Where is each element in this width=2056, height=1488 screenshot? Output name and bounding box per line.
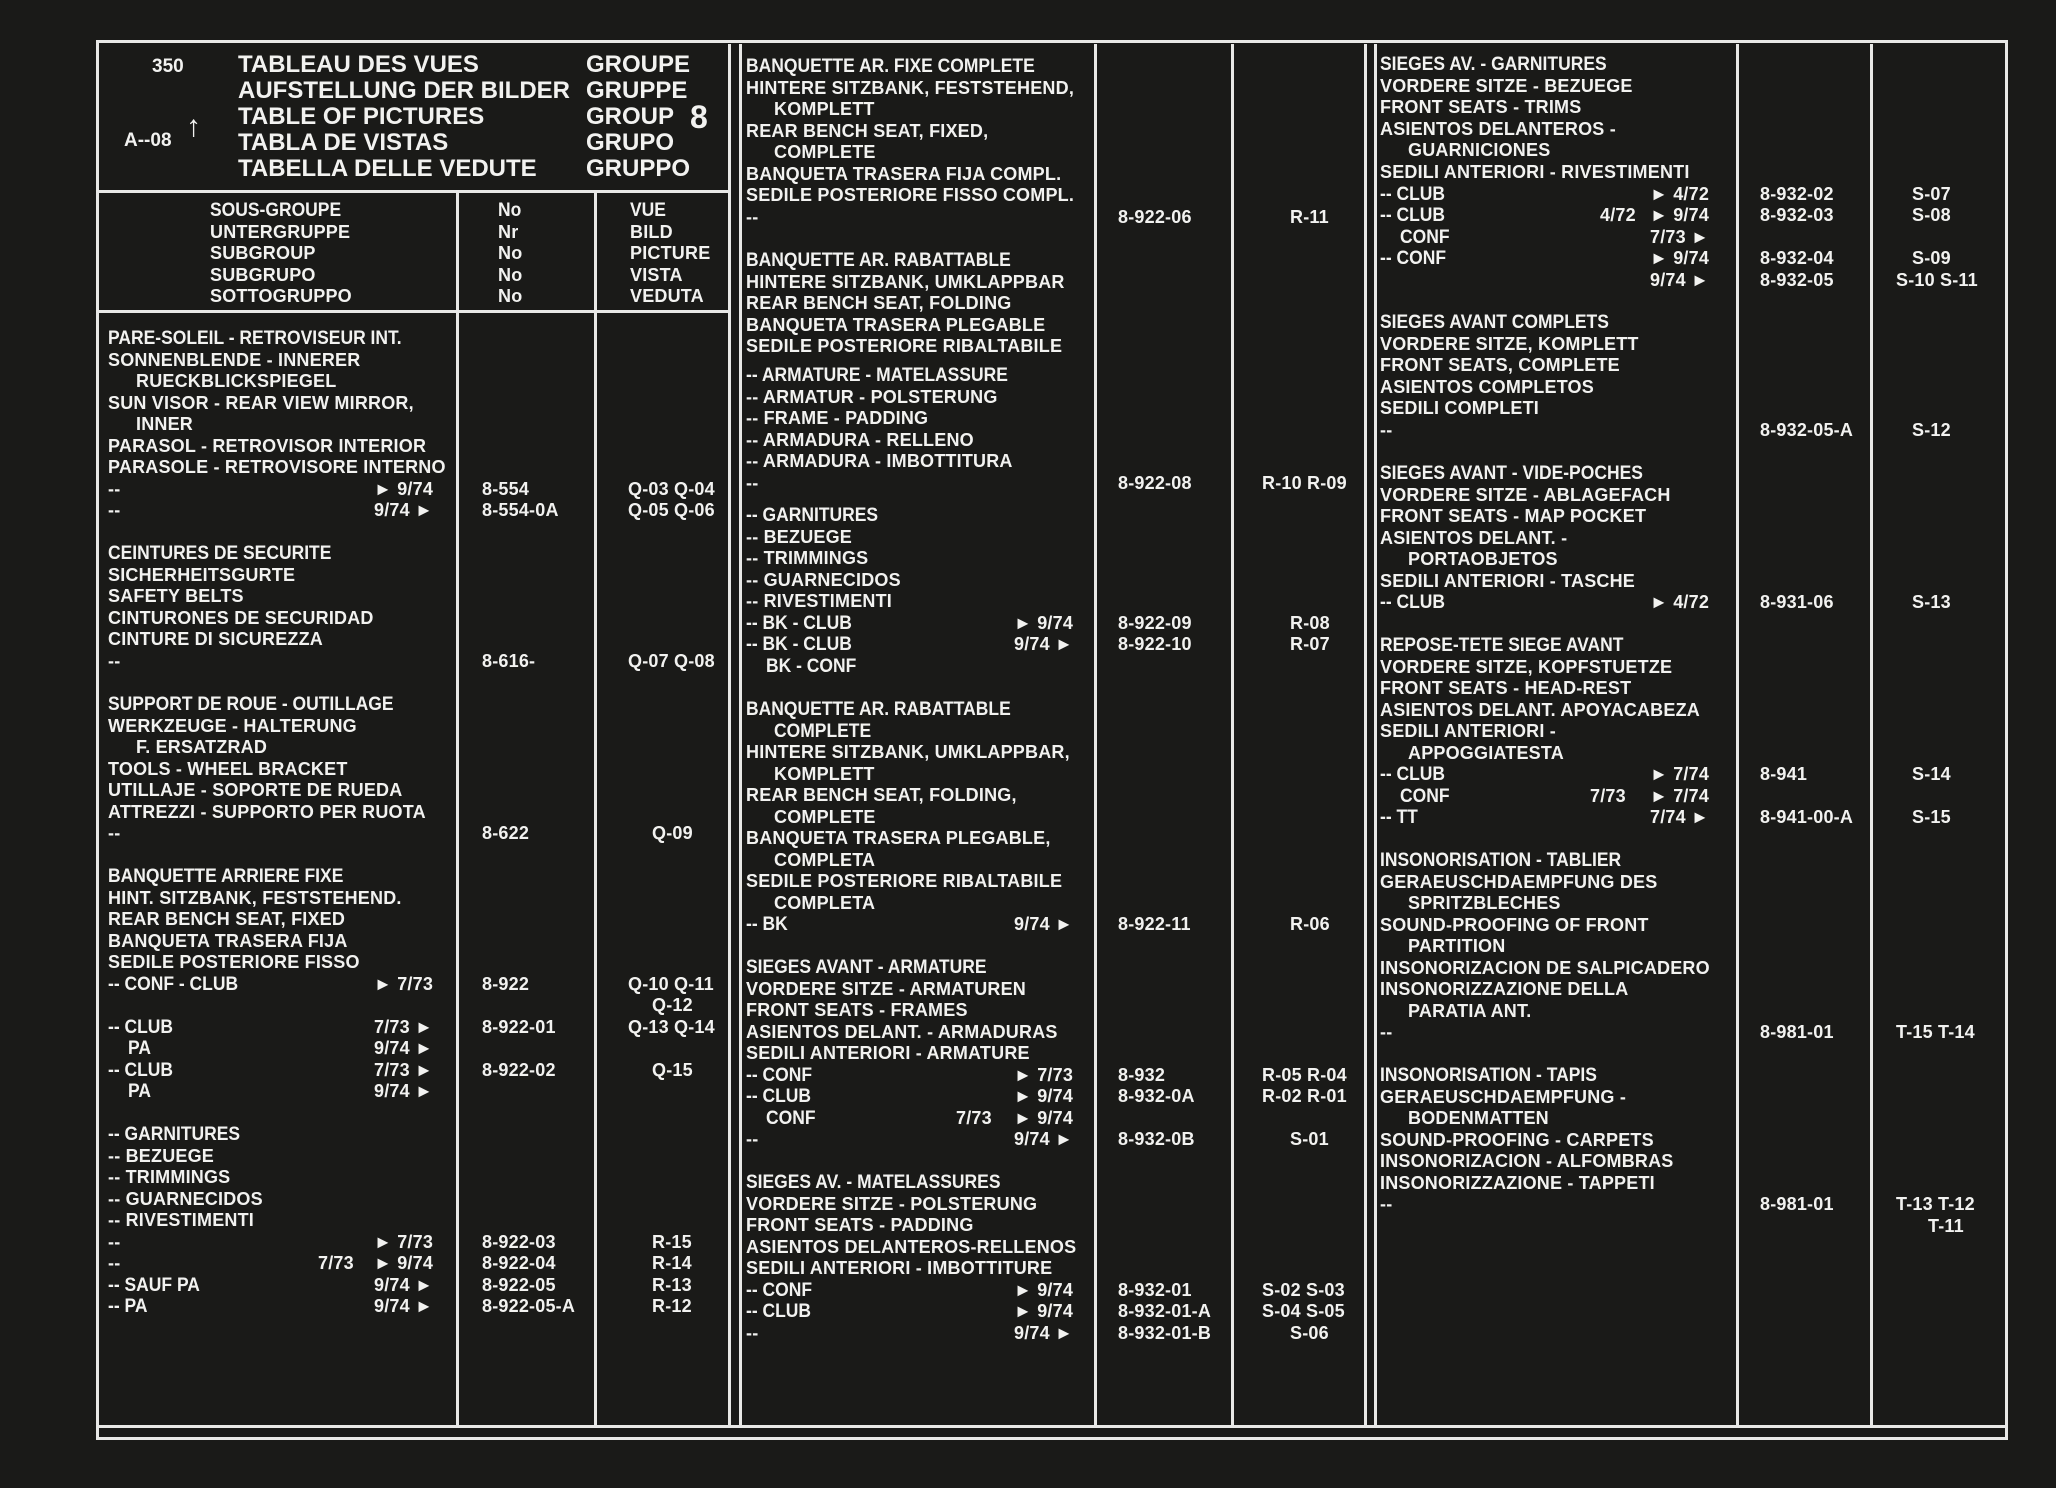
section-heading: -- CLUB	[1380, 592, 1446, 613]
table-cell: R-15	[652, 1232, 692, 1252]
section-heading: -- CONF	[746, 1280, 813, 1301]
table-cell: -- BEZUEGE	[746, 527, 853, 547]
table-cell: -- GUARNECIDOS	[108, 1189, 263, 1209]
table-cell: S-09	[1912, 248, 1951, 268]
vue-label-en: PICTURE	[630, 243, 711, 263]
table-cell: S-01	[1290, 1129, 1329, 1149]
section-heading: SIEGES AVANT COMPLETS	[1380, 312, 1609, 333]
table-cell: 8-554-0A	[482, 500, 559, 520]
table-cell: 9/74 ►	[374, 1081, 434, 1101]
table-cell: -- ARMADURA - RELLENO	[746, 430, 974, 450]
no-label-de: Nr	[498, 222, 519, 242]
table-cell: Q-05 Q-06	[628, 500, 715, 520]
table-cell: REAR BENCH SEAT, FOLDING	[746, 293, 1012, 313]
table-cell: S-10 S-11	[1896, 270, 1978, 290]
subgroup-label-en: SUBGROUP	[210, 243, 316, 263]
section-heading: BANQUETTE ARRIERE FIXE	[108, 866, 344, 887]
table-cell: 4/72	[1600, 205, 1636, 225]
table-cell: 9/74 ►	[374, 1296, 434, 1316]
table-cell: -- ARMATUR - POLSTERUNG	[746, 387, 998, 407]
table-cell: R-07	[1290, 634, 1330, 654]
section-heading: -- CLUB	[1380, 184, 1446, 205]
table-cell: 7/73	[956, 1108, 992, 1128]
table-cell: 8-932-0A	[1118, 1086, 1195, 1106]
table-cell: F. ERSATZRAD	[136, 737, 268, 757]
table-cell: 9/74 ►	[1014, 634, 1074, 654]
table-cell: ► 9/74	[1650, 248, 1710, 268]
table-cell: ► 7/73	[1014, 1065, 1074, 1085]
table-cell: 8-922-08	[1118, 473, 1192, 493]
table-cell: 9/74 ►	[374, 500, 434, 520]
table-cell: --	[108, 1232, 121, 1252]
table-cell: INSONORIZZAZIONE DELLA	[1380, 979, 1629, 999]
table-cell: VORDERE SITZE - ARMATUREN	[746, 979, 1027, 999]
table-cell: ► 7/74	[1650, 764, 1710, 784]
table-cell: R-12	[652, 1296, 692, 1316]
table-cell: Q-15	[652, 1060, 693, 1080]
col-rule	[728, 44, 731, 1425]
table-cell: 8-932-05-A	[1760, 420, 1854, 440]
row-rule	[99, 310, 729, 313]
table-cell: 8-932-03	[1760, 205, 1834, 225]
table-cell: COMPLETA	[774, 893, 876, 913]
table-cell: KOMPLETT	[774, 99, 875, 119]
table-cell: 8-922-05	[482, 1275, 556, 1295]
table-cell: 8-922-11	[1118, 914, 1191, 934]
section-heading: INSONORISATION - TAPIS	[1380, 1065, 1597, 1086]
table-cell: KOMPLETT	[774, 764, 875, 784]
table-cell: --	[108, 651, 121, 671]
row-rule	[99, 190, 729, 193]
table-cell: -- TRIMMINGS	[746, 548, 869, 568]
table-cell: HINTERE SITZBANK, UMKLAPPBAR	[746, 272, 1065, 292]
table-cell: --	[746, 473, 759, 493]
table-cell: Q-10 Q-11	[628, 974, 714, 994]
section-heading: CONF	[1400, 227, 1450, 248]
subgroup-label-es: SUBGRUPO	[210, 265, 316, 285]
col-rule	[1364, 44, 1367, 1425]
page-frame	[96, 40, 2008, 1440]
table-cell: --	[746, 207, 759, 227]
vue-label-de: BILD	[630, 222, 673, 242]
subgroup-label-de: UNTERGRUPPE	[210, 222, 351, 242]
table-cell: SEDILE POSTERIORE RIBALTABILE	[746, 871, 1063, 891]
table-cell: R-05 R-04	[1262, 1065, 1347, 1085]
table-cell: INSONORIZACION - ALFOMBRAS	[1380, 1151, 1674, 1171]
section-heading: -- CLUB	[1380, 205, 1446, 226]
table-cell: UTILLAJE - SOPORTE DE RUEDA	[108, 780, 403, 800]
table-cell: SICHERHEITSGURTE	[108, 565, 296, 585]
section-heading: SIEGES AVANT - ARMATURE	[746, 957, 987, 978]
section-heading: -- CONF	[1380, 248, 1447, 269]
table-cell: 9/74 ►	[1014, 1323, 1074, 1343]
table-cell: 9/74 ►	[1014, 914, 1074, 934]
table-cell: 7/73 ►	[374, 1060, 434, 1080]
table-cell: PARATIA ANT.	[1408, 1001, 1532, 1021]
table-cell: SEDILE POSTERIORE FISSO COMPL.	[746, 185, 1075, 205]
table-cell: 8-932-05	[1760, 270, 1834, 290]
col-rule	[1870, 44, 1873, 1425]
table-cell: --	[746, 1323, 759, 1343]
table-cell: Q-12	[652, 995, 693, 1015]
section-heading: SUPPORT DE ROUE - OUTILLAGE	[108, 694, 394, 715]
table-cell: Q-13 Q-14	[628, 1017, 715, 1037]
table-cell: 8-922-06	[1118, 207, 1192, 227]
table-cell: 8-932-01-B	[1118, 1323, 1212, 1343]
table-cell: -- RIVESTIMENTI	[746, 591, 892, 611]
table-cell: R-08	[1290, 613, 1330, 633]
table-cell: R-06	[1290, 914, 1330, 934]
table-cell: 8-941	[1760, 764, 1808, 784]
section-heading: -- TT	[1380, 807, 1418, 828]
col-rule	[456, 190, 459, 1425]
table-cell: REAR BENCH SEAT, FIXED,	[746, 121, 989, 141]
table-cell: S-06	[1290, 1323, 1329, 1343]
table-cell: FRONT SEATS, COMPLETE	[1380, 355, 1620, 375]
table-cell: S-04 S-05	[1262, 1301, 1345, 1321]
table-cell: FRONT SEATS - PADDING	[746, 1215, 974, 1235]
table-cell: --	[108, 479, 121, 499]
table-cell: -- BEZUEGE	[108, 1146, 215, 1166]
section-heading: CEINTURES DE SECURITE	[108, 543, 332, 564]
table-cell: 8-922	[482, 974, 530, 994]
section-heading: SIEGES AV. - GARNITURES	[1380, 54, 1607, 75]
table-cell: ► 7/73	[374, 1232, 434, 1252]
table-cell: CINTURE DI SICUREZZA	[108, 629, 323, 649]
no-label-es: No	[498, 265, 523, 285]
page-ref: A--08	[124, 130, 172, 151]
table-cell: T-13 T-12	[1896, 1194, 1975, 1214]
section-heading: CONF	[766, 1108, 816, 1129]
title-en: TABLE OF PICTURES	[238, 103, 485, 130]
table-cell: -- ARMADURA - IMBOTTITURA	[746, 451, 1013, 471]
table-cell: 9/74 ►	[1650, 270, 1710, 290]
table-cell: VORDERE SITZE - ABLAGEFACH	[1380, 485, 1671, 505]
table-cell: 7/73 ►	[1650, 227, 1710, 247]
table-cell: SEDILI ANTERIORI - ARMATURE	[746, 1043, 1030, 1063]
table-cell: HINTERE SITZBANK, UMKLAPPBAR,	[746, 742, 1070, 762]
table-cell: FRONT SEATS - MAP POCKET	[1380, 506, 1647, 526]
no-label-en: No	[498, 243, 523, 263]
table-cell: 8-922-01	[482, 1017, 556, 1037]
table-cell: REAR BENCH SEAT, FOLDING,	[746, 785, 1017, 805]
section-heading: -- CLUB	[746, 1301, 812, 1322]
group-it: GRUPPO	[586, 155, 691, 182]
col-rule	[1231, 44, 1234, 1425]
table-cell: 8-922-03	[482, 1232, 556, 1252]
table-cell: VORDERE SITZE, KOMPLETT	[1380, 334, 1639, 354]
table-cell: FRONT SEATS - FRAMES	[746, 1000, 968, 1020]
table-cell: HINT. SITZBANK, FESTSTEHEND.	[108, 888, 402, 908]
section-heading: -- CONF - CLUB	[108, 974, 239, 995]
table-cell: VORDERE SITZE - BEZUEGE	[1380, 76, 1633, 96]
table-cell: BANQUETA TRASERA FIJA	[108, 931, 348, 951]
table-cell: S-14	[1912, 764, 1951, 784]
table-cell: RUECKBLICKSPIEGEL	[136, 371, 337, 391]
table-cell: ► 9/74	[1014, 1301, 1074, 1321]
table-cell: 9/74 ►	[374, 1038, 434, 1058]
section-heading: BANQUETTE AR. RABATTABLE	[746, 250, 1011, 271]
table-cell: SEDILI ANTERIORI - RIVESTIMENTI	[1380, 162, 1690, 182]
table-cell: COMPLETA	[774, 850, 876, 870]
section-heading: -- CLUB	[108, 1017, 174, 1038]
section-heading: PA	[128, 1081, 151, 1102]
table-cell: ► 4/72	[1650, 592, 1710, 612]
table-cell: Q-07 Q-08	[628, 651, 715, 671]
table-cell: FRONT SEATS - TRIMS	[1380, 97, 1582, 117]
group-de: GRUPPE	[586, 77, 688, 104]
table-cell: VORDERE SITZE - POLSTERUNG	[746, 1194, 1038, 1214]
table-cell: BODENMATTEN	[1408, 1108, 1549, 1128]
section-heading: -- GARNITURES	[108, 1124, 241, 1145]
table-cell: R-02 R-01	[1262, 1086, 1347, 1106]
section-heading: -- CLUB	[746, 1086, 812, 1107]
table-cell: --	[1380, 1022, 1393, 1042]
page-number: 350	[152, 56, 184, 77]
table-cell: GUARNICIONES	[1408, 140, 1551, 160]
table-cell: -- RIVESTIMENTI	[108, 1210, 254, 1230]
table-cell: PARASOL - RETROVISOR INTERIOR	[108, 436, 427, 456]
table-cell: REAR BENCH SEAT, FIXED	[108, 909, 346, 929]
section-heading: -- ARMATURE - MATELASSURE	[746, 365, 1008, 386]
section-heading: REPOSE-TETE SIEGE AVANT	[1380, 635, 1624, 656]
table-cell: 8-981-01	[1760, 1022, 1834, 1042]
title-es: TABLA DE VISTAS	[238, 129, 449, 156]
table-cell: --	[108, 823, 121, 843]
table-cell: ► 9/74	[1014, 1108, 1074, 1128]
table-cell: ASIENTOS DELANT. - ARMADURAS	[746, 1022, 1058, 1042]
table-cell: ASIENTOS DELANTEROS-RELLENOS	[746, 1237, 1077, 1257]
table-cell: ► 7/73	[374, 974, 434, 994]
table-cell: WERKZEUGE - HALTERUNG	[108, 716, 357, 736]
table-cell: GERAEUSCHDAEMPFUNG -	[1380, 1087, 1627, 1107]
table-cell: T-15 T-14	[1896, 1022, 1975, 1042]
group-number: 8	[690, 99, 708, 135]
table-cell: 8-622	[482, 823, 530, 843]
table-cell: -- GUARNECIDOS	[746, 570, 901, 590]
table-cell: 7/73	[1590, 786, 1626, 806]
table-cell: INSONORIZZAZIONE - TAPPETI	[1380, 1173, 1655, 1193]
table-cell: VORDERE SITZE, KOPFSTUETZE	[1380, 657, 1673, 677]
table-cell: --	[108, 500, 121, 520]
table-cell: PARTITION	[1408, 936, 1506, 956]
table-cell: 7/73	[318, 1253, 354, 1273]
table-cell: S-15	[1912, 807, 1951, 827]
table-cell: SOUND-PROOFING - CARPETS	[1380, 1130, 1654, 1150]
table-cell: -- TRIMMINGS	[108, 1167, 231, 1187]
table-cell: INNER	[136, 414, 194, 434]
table-cell: 8-922-09	[1118, 613, 1192, 633]
table-cell: FRONT SEATS - HEAD-REST	[1380, 678, 1632, 698]
table-cell: ► 9/74	[374, 1253, 434, 1273]
table-cell: ► 4/72	[1650, 184, 1710, 204]
col-rule	[1374, 44, 1377, 1425]
table-cell: 8-922-10	[1118, 634, 1192, 654]
vue-label-fr: VUE	[630, 200, 666, 221]
table-cell: Q-03 Q-04	[628, 479, 715, 499]
table-cell: 8-931-06	[1760, 592, 1834, 612]
col-rule	[594, 190, 597, 1425]
table-cell: BANQUETA TRASERA PLEGABLE,	[746, 828, 1051, 848]
table-cell: -- FRAME - PADDING	[746, 408, 929, 428]
section-heading: BANQUETTE AR. FIXE COMPLETE	[746, 56, 1035, 77]
vue-label-it: VEDUTA	[630, 286, 704, 306]
table-cell: ASIENTOS DELANT. APOYACABEZA	[1380, 700, 1700, 720]
table-cell: SUN VISOR - REAR VIEW MIRROR,	[108, 393, 414, 413]
table-cell: 9/74 ►	[374, 1275, 434, 1295]
table-cell: ► 9/74	[1650, 205, 1710, 225]
table-cell: S-02 S-03	[1262, 1280, 1345, 1300]
table-cell: 8-941-00-A	[1760, 807, 1854, 827]
table-cell: SONNENBLENDE - INNERER	[108, 350, 361, 370]
table-cell: SAFETY BELTS	[108, 586, 244, 606]
table-cell: SEDILE POSTERIORE RIBALTABILE	[746, 336, 1063, 356]
section-heading: SIEGES AV. - MATELASSURES	[746, 1172, 1001, 1193]
table-cell: ► 9/74	[1014, 1086, 1074, 1106]
table-cell: 8-922-05-A	[482, 1296, 576, 1316]
table-cell: 7/73 ►	[374, 1017, 434, 1037]
table-cell: SEDILI ANTERIORI - TASCHE	[1380, 571, 1636, 591]
table-cell: 8-932-01-A	[1118, 1301, 1212, 1321]
table-cell: CINTURONES DE SECURIDAD	[108, 608, 374, 628]
table-cell: Q-09	[652, 823, 693, 843]
section-heading: PARE-SOLEIL - RETROVISEUR INT.	[108, 328, 402, 349]
subgroup-label-fr: SOUS-GROUPE	[210, 200, 342, 221]
vue-label-es: VISTA	[630, 265, 683, 285]
section-heading: -- SAUF PA	[108, 1275, 200, 1296]
table-cell: SEDILI ANTERIORI -	[1380, 721, 1556, 741]
no-label-fr: No	[498, 200, 522, 221]
table-cell: ATTREZZI - SUPPORTO PER RUOTA	[108, 802, 426, 822]
table-cell: 8-981-01	[1760, 1194, 1834, 1214]
table-cell: S-07	[1912, 184, 1951, 204]
section-heading: -- BK	[746, 914, 788, 935]
table-cell: 8-616-	[482, 651, 536, 671]
group-en: GROUP	[586, 103, 675, 130]
col-rule	[1736, 44, 1739, 1425]
table-cell: 8-922-02	[482, 1060, 556, 1080]
table-cell: S-08	[1912, 205, 1951, 225]
table-cell: 8-932	[1118, 1065, 1166, 1085]
no-label-it: No	[498, 286, 523, 306]
section-heading: -- CLUB	[1380, 764, 1446, 785]
table-cell: 8-932-04	[1760, 248, 1834, 268]
table-cell: ► 9/74	[1014, 1280, 1074, 1300]
table-cell: TOOLS - WHEEL BRACKET	[108, 759, 348, 779]
table-cell: --	[108, 1253, 121, 1273]
col-rule	[1094, 44, 1097, 1425]
table-cell: 8-932-02	[1760, 184, 1834, 204]
title-it: TABELLA DELLE VEDUTE	[238, 155, 537, 182]
table-cell: 9/74 ►	[1014, 1129, 1074, 1149]
table-cell: R-13	[652, 1275, 692, 1295]
table-cell: APPOGGIATESTA	[1408, 743, 1564, 763]
table-cell: SEDILI COMPLETI	[1380, 398, 1540, 418]
table-cell: BANQUETA TRASERA PLEGABLE	[746, 315, 1046, 335]
section-heading: COMPLETE	[774, 721, 872, 742]
table-cell: SOUND-PROOFING OF FRONT	[1380, 915, 1649, 935]
table-cell: PARASOLE - RETROVISORE INTERNO	[108, 457, 446, 477]
table-cell: PORTAOBJETOS	[1408, 549, 1558, 569]
section-heading: -- BK - CLUB	[746, 634, 852, 655]
section-heading: PA	[128, 1038, 151, 1059]
section-heading: SIEGES AVANT - VIDE-POCHES	[1380, 463, 1643, 484]
table-cell: --	[1380, 420, 1393, 440]
table-cell: SPRITZBLECHES	[1408, 893, 1561, 913]
section-heading: -- CLUB	[108, 1060, 174, 1081]
title-fr: TABLEAU DES VUES	[238, 51, 479, 78]
section-heading: -- BK - CLUB	[746, 613, 852, 634]
section-heading: -- PA	[108, 1296, 148, 1317]
table-cell: ASIENTOS DELANTEROS -	[1380, 119, 1616, 139]
group-fr: GROUPE	[586, 51, 691, 78]
table-cell: 8-932-0B	[1118, 1129, 1195, 1149]
table-cell: 8-922-04	[482, 1253, 556, 1273]
table-cell: --	[746, 1129, 759, 1149]
col-rule	[739, 44, 742, 1425]
table-cell: T-11	[1928, 1216, 1964, 1236]
table-cell: S-12	[1912, 420, 1951, 440]
table-cell: COMPLETE	[774, 807, 876, 827]
table-cell: INSONORIZACION DE SALPICADERO	[1380, 958, 1710, 978]
table-cell: ASIENTOS DELANT. -	[1380, 528, 1568, 548]
row-rule	[99, 1425, 2005, 1428]
table-cell: GERAEUSCHDAEMPFUNG DES	[1380, 872, 1658, 892]
table-cell: HINTERE SITZBANK, FESTSTEHEND,	[746, 78, 1075, 98]
table-cell: ► 7/74	[1650, 786, 1710, 806]
group-es: GRUPO	[586, 129, 675, 156]
table-cell: SEDILE POSTERIORE FISSO	[108, 952, 360, 972]
title-de: AUFSTELLUNG DER BILDER	[238, 77, 570, 104]
section-heading: CONF	[1400, 786, 1450, 807]
table-cell: R-14	[652, 1253, 692, 1273]
subgroup-label-it: SOTTOGRUPPO	[210, 286, 352, 306]
table-cell: BANQUETA TRASERA FIJA COMPL.	[746, 164, 1062, 184]
table-cell: 8-932-01	[1118, 1280, 1192, 1300]
table-cell: SEDILI ANTERIORI - IMBOTTITURE	[746, 1258, 1053, 1278]
table-cell: S-13	[1912, 592, 1951, 612]
section-heading: -- CONF	[746, 1065, 813, 1086]
section-heading: BK - CONF	[766, 656, 857, 677]
section-heading: -- GARNITURES	[746, 505, 879, 526]
section-heading: BANQUETTE AR. RABATTABLE	[746, 699, 1011, 720]
table-cell: ASIENTOS COMPLETOS	[1380, 377, 1594, 397]
table-cell: R-11	[1290, 207, 1329, 227]
table-cell: 7/74 ►	[1650, 807, 1710, 827]
table-cell: ► 9/74	[374, 479, 434, 499]
table-cell: R-10 R-09	[1262, 473, 1347, 493]
up-arrow-icon: ↑	[186, 110, 201, 143]
section-heading: INSONORISATION - TABLIER	[1380, 850, 1622, 871]
table-cell: --	[1380, 1194, 1393, 1214]
table-cell: 8-554	[482, 479, 530, 499]
table-cell: ► 9/74	[1014, 613, 1074, 633]
table-cell: COMPLETE	[774, 142, 876, 162]
